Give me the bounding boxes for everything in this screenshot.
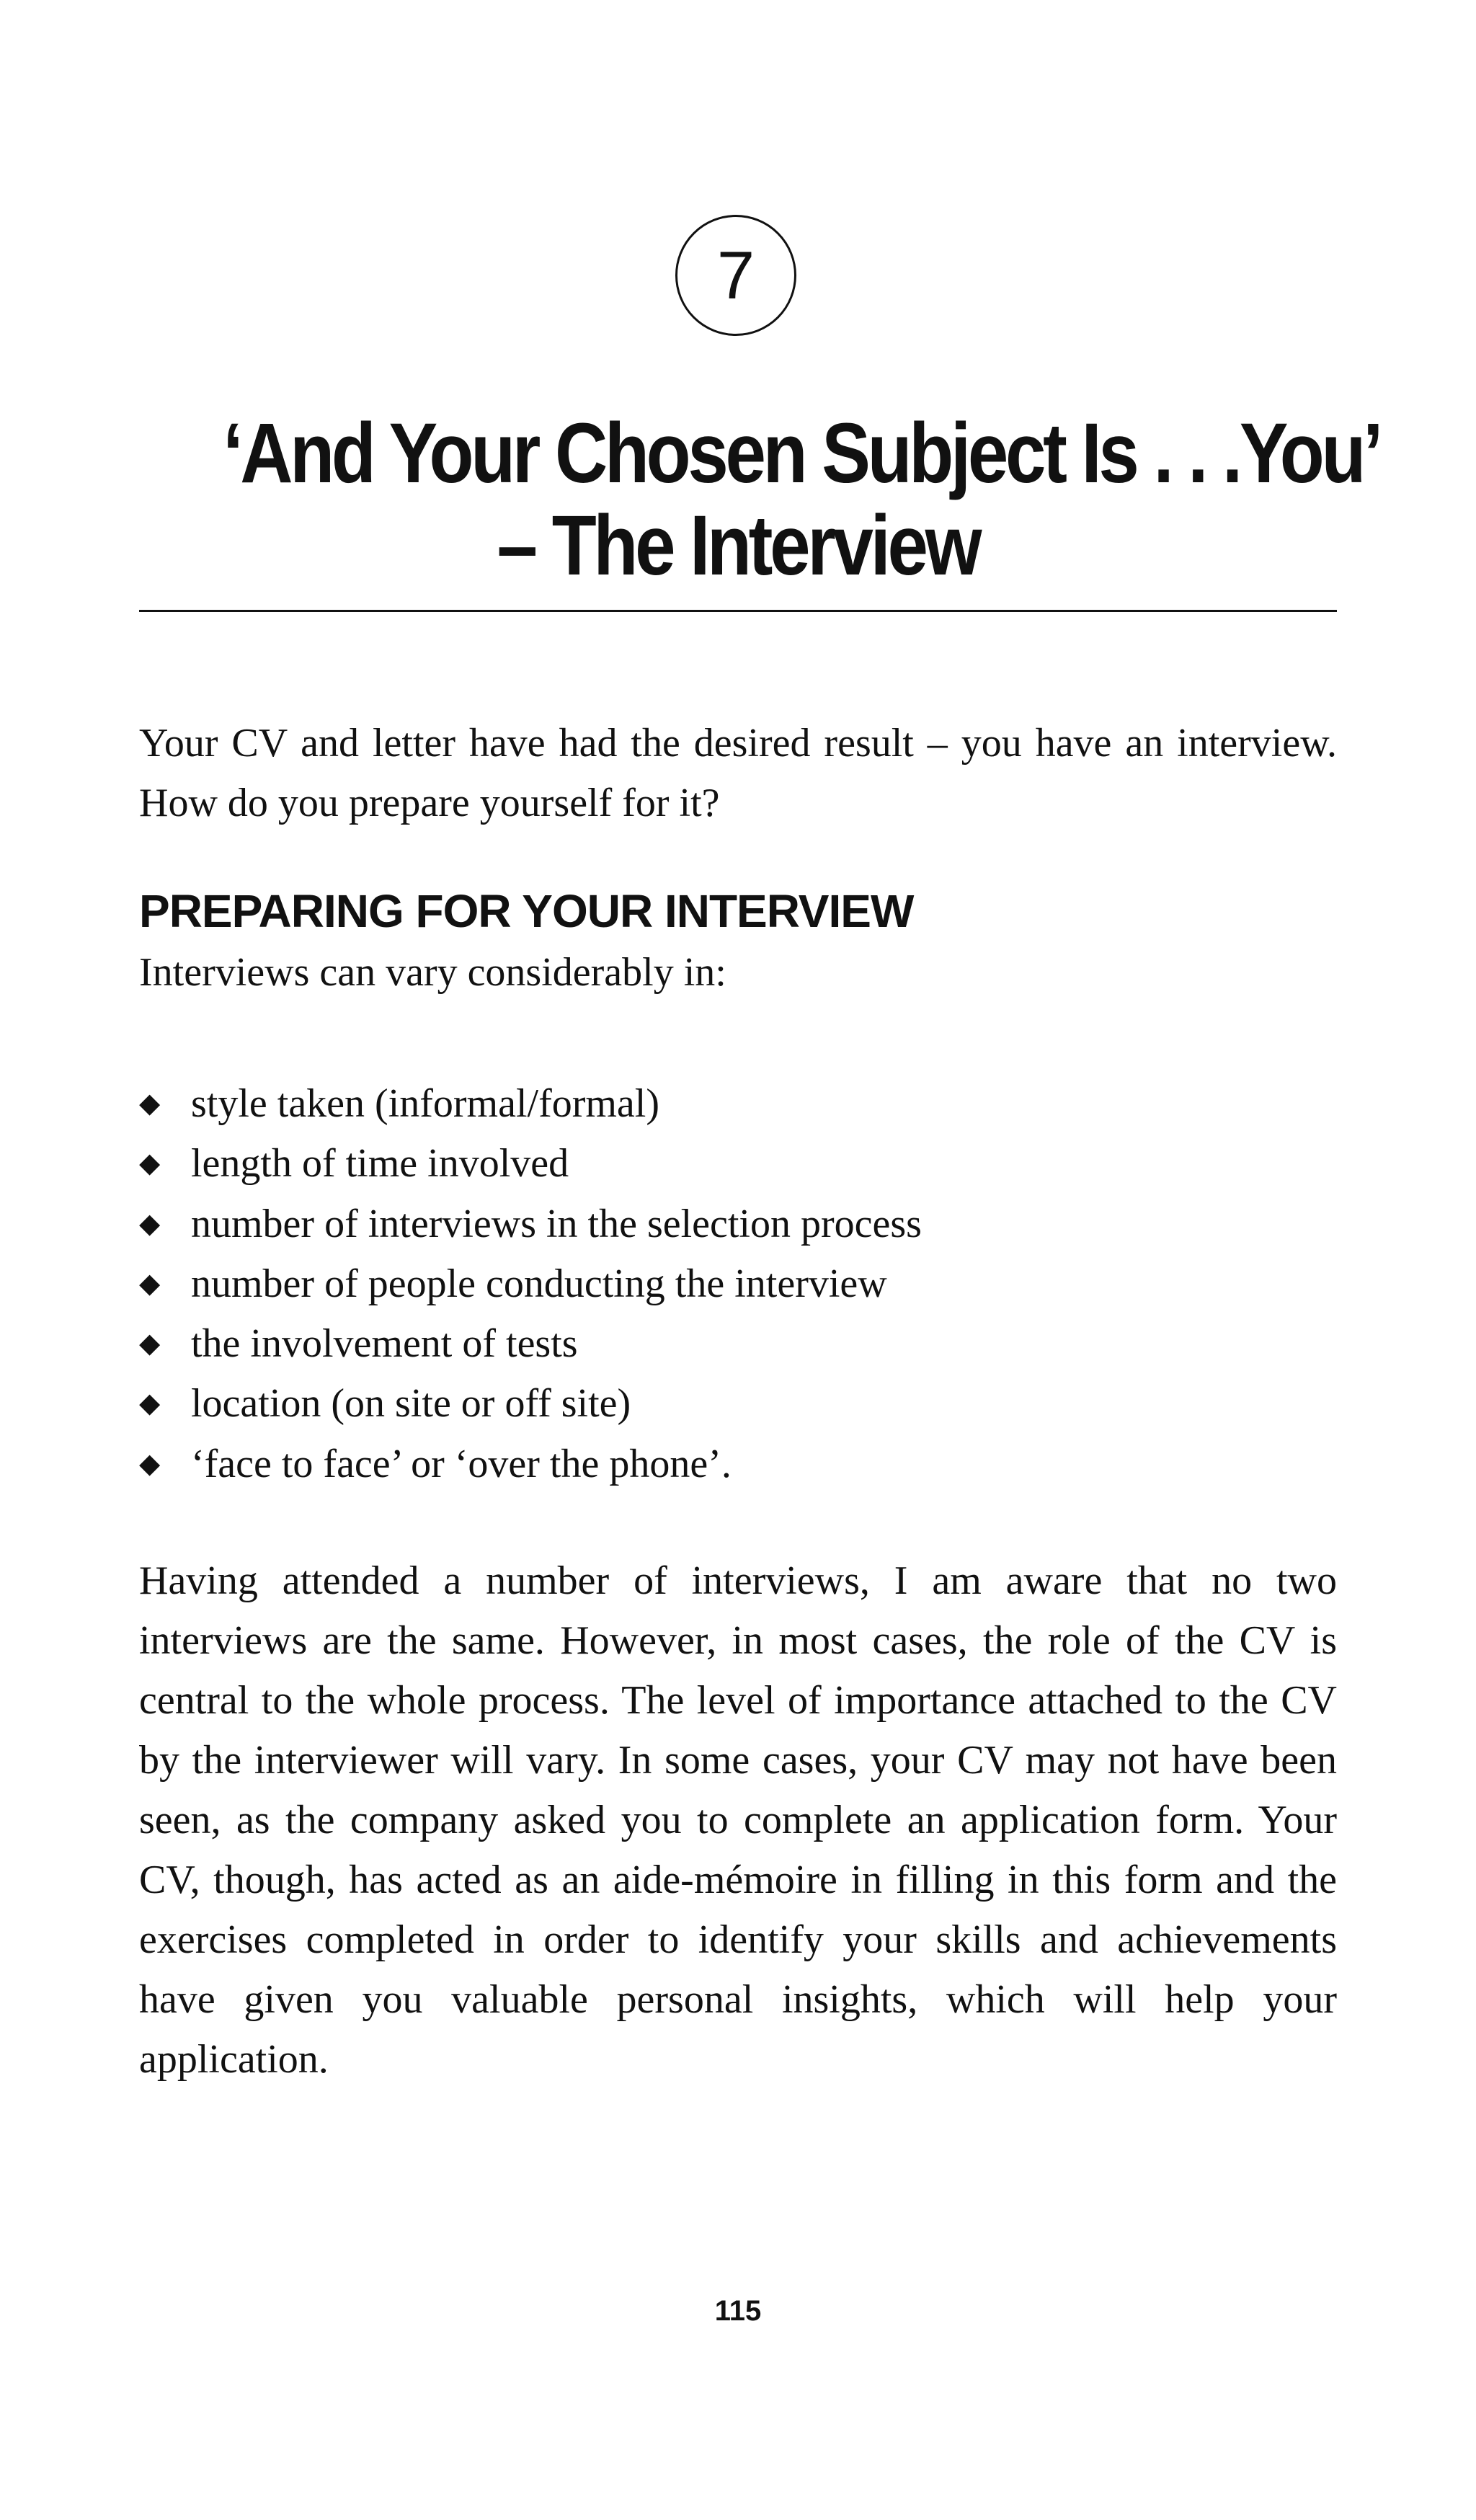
list-item: [139, 1194, 1337, 1254]
diamond-bullet-icon: ◆: [139, 1148, 161, 1179]
list-item-text: number of interviews in the selection process: [191, 1201, 922, 1246]
diamond-bullet-icon: ◆: [139, 1268, 161, 1299]
chapter-number-badge: [675, 215, 796, 336]
diamond-bullet-icon: ◆: [139, 1388, 161, 1419]
list-item: [139, 1314, 1337, 1374]
list-item-text: style taken (informal/formal): [191, 1081, 659, 1126]
section-lead: Interviews can vary considerably in:: [139, 950, 726, 995]
diamond-bullet-icon: ◆: [139, 1088, 161, 1119]
list-item-text: length of time involved: [191, 1141, 569, 1186]
list-item-text: number of people conducting the interview: [191, 1261, 887, 1306]
bullet-list: [139, 1074, 1337, 1494]
list-item: [139, 1254, 1337, 1314]
page-number: 115: [714, 2295, 762, 2327]
diamond-bullet-icon: ◆: [139, 1208, 161, 1239]
list-item-text: the involvement of tests: [191, 1321, 578, 1367]
list-item-text: location (on site or off site): [191, 1381, 631, 1427]
chapter-title-line-2: – The Interview: [497, 498, 979, 593]
list-item: [139, 1374, 1337, 1434]
chapter-title-line-1: ‘And Your Chosen Subject Is . . .You’: [223, 406, 1381, 501]
body-paragraph: Having attended a number of interviews, I am aware that no two interviews are the same. However, in most cases, the role of the CV is central to the whole process. The level of importance attached to the CV by the interviewer will vary. In some cases, your CV may not have been seen, as the company asked you to complete an application form. Your CV, though, has acted as an aide-mémoire in filling in this form and the exercises completed in order to identify your skills and achievements have given you valuable personal insights, which will help your application.: [139, 1558, 1337, 2082]
list-item-text: ‘face to face’ or ‘over the phone’.: [191, 1441, 732, 1486]
title-divider: [139, 610, 1337, 612]
diamond-bullet-icon: ◆: [139, 1328, 161, 1359]
list-item: [139, 1134, 1337, 1194]
diamond-bullet-icon: ◆: [139, 1448, 161, 1479]
list-item: [139, 1074, 1337, 1134]
list-item: [139, 1434, 1337, 1494]
section-heading: PREPARING FOR YOUR INTERVIEW: [139, 885, 914, 937]
intro-paragraph: Your CV and letter have had the desired result – you have an interview. How do you prepare yourself for it?: [139, 721, 1337, 825]
chapter-number: 7: [716, 237, 755, 313]
